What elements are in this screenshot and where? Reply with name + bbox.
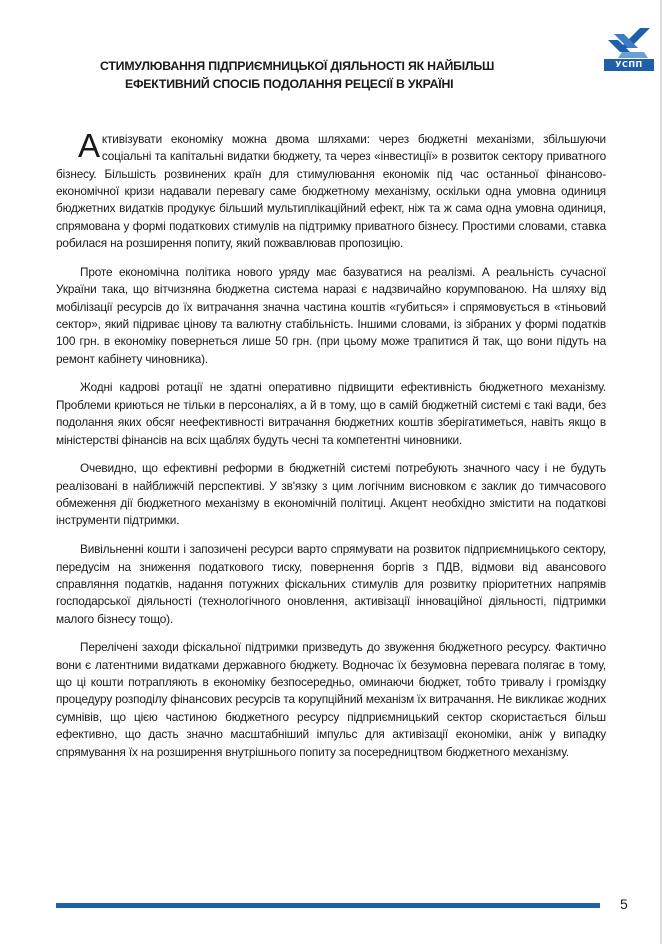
title-line-2: ЕФЕКТИВНИЙ СПОСІБ ПОДОЛАННЯ РЕЦЕСІЇ В УКРАЇНІ	[125, 77, 454, 91]
logo-label: УСПП	[604, 59, 654, 71]
drop-cap: А	[78, 127, 100, 164]
title-line-1: СТИМУЛЮВАННЯ ПІДПРИЄМНИЦЬКОЇ ДІЯЛЬНОСТІ ЯК НАЙБІЛЬШ	[100, 59, 495, 73]
paragraph-3: Жодні кадрові ротації не здатні оперативно підвищити ефективність бюджетного механізму. Проблеми криються не тільки в персоналіях, а й в тому, що в самій бюджетній системі є такі вади, без подолання яких обсяг неефективності витрачання бюджетних коштів зберігатиметься, навіть якщо в міністерстві фінансів на всіх щаблях будуть чесні та компетентні чиновники.	[56, 380, 606, 447]
footer-rule	[56, 903, 600, 908]
paragraph-4: Очевидно, що ефективні реформи в бюджетній системі потребують значного часу і не будуть реалізовані в найближчій перспективі. У зв'язку з цим логічним висновком є заклик до тимчасового обмеження дії бюджетного механізму в економічній політиці. Акцент необхідно змістити на податкові інструменти підтримки.	[56, 461, 606, 528]
uspp-logo	[604, 26, 654, 72]
paragraph-6: Перелічені заходи фіскальної підтримки призведуть до звуження бюджетного ресурсу. Фактично вони є латентними видатками державного бюджету. Водночас їх безумовна перевага полягає в тому, що ці кошти потрапляють в економіку безпосередньо, оминаючи бюджет, тобто тривалу і громіздку процедуру розподілу фінансових ресурсів та корупційний механізм їх витрачання. Не викликає жодних сумнівів, що цією частиною бюджетного ресурсу підприємницький сектор скористається більш ефективно, що дасть значно масштабніший імпульс для активізації економіки, аніж у випадку спрямування їх на розширення внутрішнього попиту за посередництвом бюджетного механізму.	[56, 640, 606, 759]
paragraph-1	[56, 127, 606, 252]
page-number: 5	[620, 896, 628, 912]
article-body	[56, 127, 606, 772]
paragraph-1-text: ктивізувати економіку можна двома шляхами: через бюджетні механізми, збільшуючи соціальні та капітальні видатки бюджету, та через «інвестиції» в розвиток сектору приватного бізнесу. Більшість розвинених країн для стимулювання економік під час останньої фінансово-економічної кризи надавали перевагу саме бюджетному механізму, оскільки одна умовна одиниця бюджетних видатків продукує більший мультиплікаційний ефект, ніж та ж сама одна умовна одиниця, спрямована у формі податкових стимулів на підтримку приватного бізнесу. Простими словами, ставка робилася на розширення попиту, який пожвавлював пропозицію.	[56, 132, 606, 251]
paragraph-5: Вивільненні кошти і запозичені ресурси варто спрямувати на розвиток підприємницького сектору, передусім на зниження податкового тиску, повернення боргів з ПДВ, відмови від авансового справляння податків, надання потужних фіскальних стимулів для розвитку пріоритетних напрямів господарської діяльності (технологічного оновлення, активізації інноваційної діяльності, підтримки малого бізнесу тощо).	[56, 542, 606, 626]
paragraph-2: Проте економічна політика нового уряду має базуватися на реалізмі. А реальність сучасної України така, що вітчизняна бюджетна система наразі є надзвичайно корумпованою. На шляху від мобілізації ресурсів до їх витрачання значна частина коштів «губиться» і спрямовується в «тіньовий сектор», який підриває цінову та валютну стабільність. Іншими словами, із зібраних у формі податків 100 грн. в економіку повернеться лише 50 грн. (при цьому може трапитися й так, що вони підуть на ремонт кабінету чиновника).	[56, 264, 606, 366]
uspp-logo-mark-icon	[604, 26, 654, 60]
page-title	[100, 57, 580, 93]
